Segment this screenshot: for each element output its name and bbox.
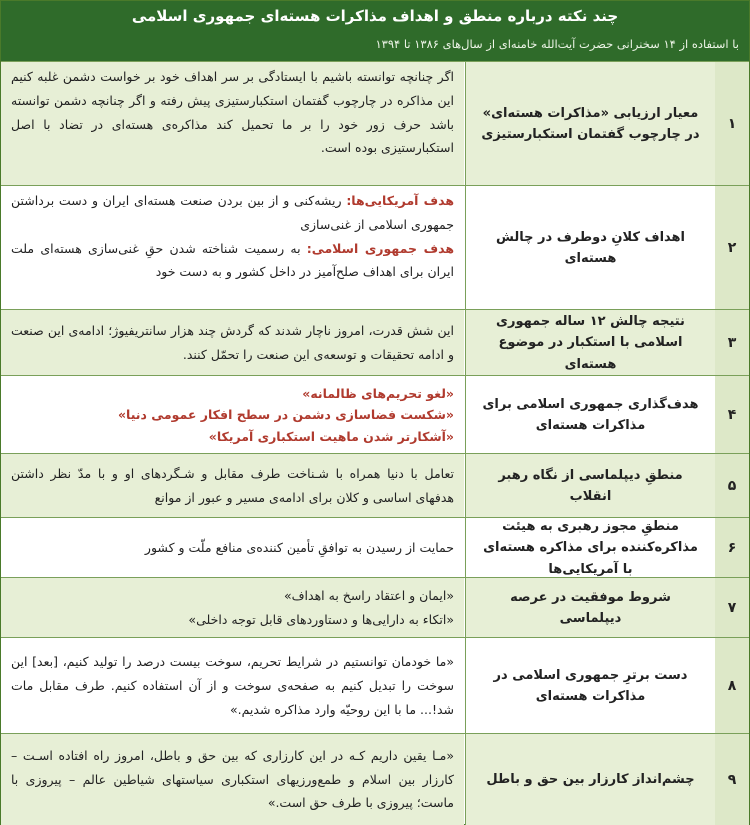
row-number: ۷ xyxy=(714,578,749,638)
row-number: ۸ xyxy=(714,638,749,734)
row-number: ۶ xyxy=(714,518,749,578)
row-topic: هدف‌گذاری جمهوری اسلامی برای مذاکرات هسته‌ای xyxy=(465,376,715,454)
goal-item: «آشکارتر شدن ماهیت استکباری آمریکا» xyxy=(208,428,454,444)
condition-item: «ایمان و اعتقاد راسخ به اهداف» xyxy=(283,588,454,604)
row-text: «مـا یقین داریم کـه در این کارزاری که بین حق و باطل، امروز راه افتاده اسـت – کارزار بین اسلام و طمع‌ورزیهای استکباری سیاستهای شیاطین عالم – پیروزی با ماست؛ پیروزی با طرف حق است.» xyxy=(11,747,454,811)
row-description xyxy=(1,62,464,186)
goal-item: «شکست فضاسازی دشمن در سطح افکار عمومی دنیا» xyxy=(117,407,454,423)
table-row xyxy=(1,453,749,518)
row-description xyxy=(1,518,464,578)
row-topic: اهداف کلانِ دوطرف در چالش هسته‌ای xyxy=(465,186,715,310)
row-description xyxy=(1,734,464,825)
row-text xyxy=(11,237,454,285)
table-row xyxy=(1,577,749,638)
us-goal-label: هدف آمریکایی‌ها: xyxy=(346,193,454,208)
row-topic: معیار ارزیابی «مذاکرات هسته‌ای» در چارچوب گفتمان استکبارستیزی xyxy=(465,62,715,186)
row-description xyxy=(1,638,464,734)
table-row xyxy=(1,637,749,734)
row-topic: منطقِ دیپلماسی از نگاه رهبر انقلاب xyxy=(465,454,715,518)
table-row xyxy=(1,185,749,310)
row-topic: شروط موفقیت در عرصه دیپلماسی xyxy=(465,578,715,638)
row-number: ۲ xyxy=(714,186,749,310)
row-topic: نتیجه چالش ۱۲ ساله جمهوری اسلامی با استکبار در موضوع هسته‌ای xyxy=(465,310,715,376)
condition-item: «اتکاء به دارایی‌ها و دستاوردهای قابل توجه داخلی» xyxy=(188,612,454,627)
table-header xyxy=(1,1,749,61)
row-description xyxy=(1,578,464,638)
row-description xyxy=(1,310,464,376)
table-row xyxy=(1,517,749,578)
row-text: تعامل با دنیا همراه با شـناخت طرف مقابل و شـگردهای او و با مدّ نظر داشتن هدفهای اساسی و کلان برای ادامه‌ی مسیر و عبور از موانع xyxy=(11,466,454,505)
us-goal-text: ریشه‌کنی و از بین بردن صنعت هسته‌ای ایران و دست برداشتن جمهوری اسلامی از غنی‌سازی xyxy=(11,193,454,232)
iran-goal-text: به رسمیت شناخته شدن حقِ غنی‌سازی هسته‌ای ملت ایران برای اهداف صلح‌آمیز در داخل کشور و به دست خود xyxy=(11,240,454,280)
row-text: حمایت از رسیدن به توافقِ تأمین کننده‌ی منافع ملّت و کشور xyxy=(144,540,454,556)
row-description xyxy=(1,454,464,518)
row-topic: چشم‌انداز کارزار بین حق و باطل xyxy=(465,734,715,825)
row-number: ۳ xyxy=(714,310,749,376)
table-row xyxy=(1,375,749,454)
page-subtitle: با استفاده از ۱۴ سخنرانی حضرت آیت‌الله خامنه‌ای از سال‌های ۱۳۸۶ تا ۱۳۹۴ xyxy=(375,37,739,51)
row-description xyxy=(1,186,464,310)
iran-goal-label: هدف جمهوری اسلامی: xyxy=(306,240,454,256)
row-description xyxy=(1,376,464,454)
table-row xyxy=(1,309,749,376)
page-title: چند نکته درباره منطق و اهداف مذاکرات هسته‌ای جمهوری اسلامی xyxy=(131,7,619,25)
row-text: اگر چنانچه توانسته باشیم با ایستادگی بر سر اهداف خود بر خواست دشمن غلبه کنیم این مذاکره در چارچوب گفتمان استکبارستیزی پیش رفته و اگر چنانچه دشمن توانسته باشد حرف زور خود را بر ما تحمیل کند مذاکره‌ی هسته‌ای در تضاد با اصل استکبارستیزی بوده است. xyxy=(11,69,454,156)
row-topic: منطقِ مجوز رهبری به هیئت مذاکره‌کننده برای مذاکره هسته‌ای با آمریکایی‌ها xyxy=(465,518,715,578)
row-number: ۱ xyxy=(714,62,749,186)
row-text: این شش قدرت، امروز ناچار شدند که گردش چند هزار سانتریفیوژ؛ ادامه‌ی این صنعت و ادامه تحقیقات و توسعه‌ی این صنعت را تحمّل کنند. xyxy=(11,323,454,362)
row-number: ۴ xyxy=(714,376,749,454)
row-topic: دست برترِ جمهوری اسلامی در مذاکرات هسته‌ای xyxy=(465,638,715,734)
table-row xyxy=(1,61,749,186)
row-text: «ما خودمان توانستیم در شرایط تحریم، سوخت بیست درصد را تولید کنیم، [بعد] این سوخت را تبدیل کنیم به صفحه‌ی سوخت و از آن استفاده کنیم. طرف مقابل مات شد!... ما با این روحیّه وارد مذاکره شدیم.» xyxy=(11,654,454,717)
table-row xyxy=(1,733,749,825)
row-number: ۹ xyxy=(714,734,749,825)
row-text xyxy=(11,189,454,237)
goal-item: «لغو تحریم‌های ظالمانه» xyxy=(302,386,454,402)
row-number: ۵ xyxy=(714,454,749,518)
